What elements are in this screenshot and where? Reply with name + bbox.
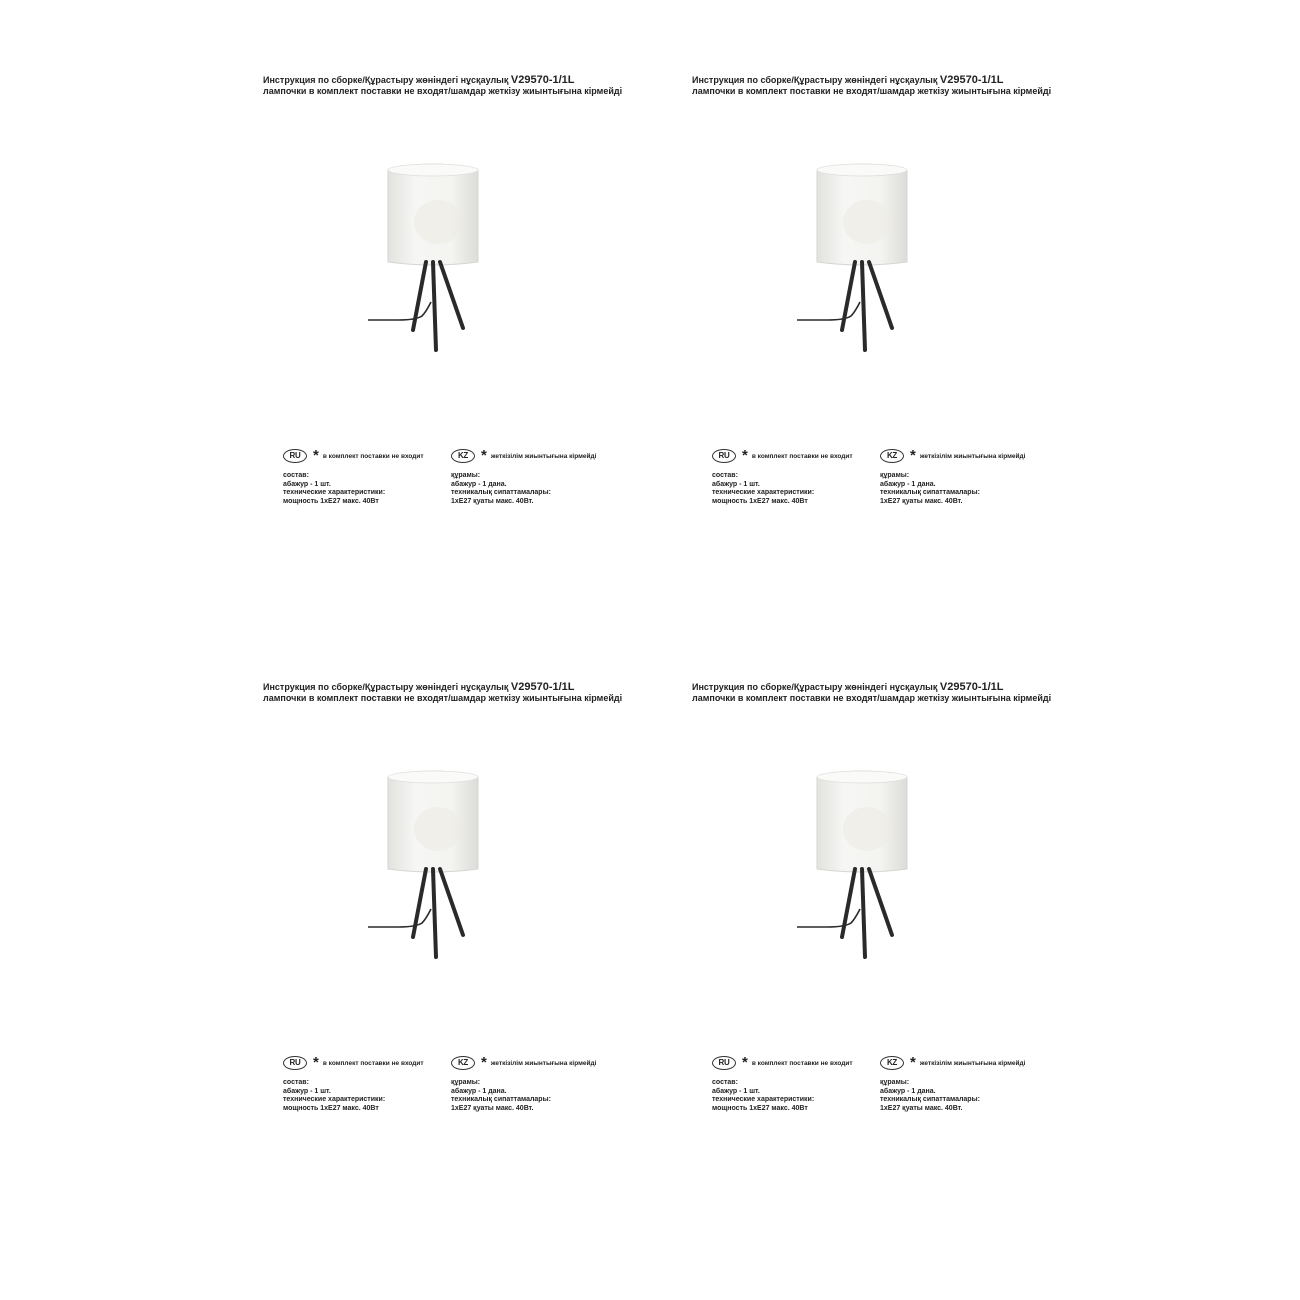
asterisk-icon: * [742,447,748,464]
specs-kz-tech-heading: техникалық сипаттамалары: [451,1096,551,1103]
legend-kz-text: жеткізілім жиынтығына кірмейді [919,452,1026,460]
legend-kz [451,1055,596,1071]
lamp-illustration [787,769,927,969]
specs-kz-item: абажур - 1 дана. [880,480,936,488]
header-subtitle: лампочки в комплект поставки не входят/шамдар жеткізу жиынтығына кірмейді [263,693,623,703]
ru-badge-icon: RU [283,1056,307,1070]
specs-kz [451,472,551,506]
instruction-card-1 [263,74,693,544]
legend-ru [712,448,853,464]
specs-kz-heading: құрамы: [880,472,910,479]
specs-ru [283,1079,385,1113]
header-title-text: Инструкция по сборке/Құрастыру жөніндегі нұсқаулық [692,75,938,85]
specs-ru-item: абажур - 1 шт. [712,480,760,488]
ru-badge-icon: RU [712,1056,736,1070]
asterisk-icon: * [313,447,319,464]
specs-ru [712,1079,814,1113]
legend-ru-text: в комплект поставки не входит [322,1059,424,1067]
header-subtitle: лампочки в комплект поставки не входят/шамдар жеткізу жиынтығына кірмейді [692,86,1052,96]
asterisk-icon: * [910,1054,916,1071]
model-number: V29570-1/1L [939,681,1004,693]
kz-badge-icon: KZ [880,449,904,463]
specs-ru-heading: состав: [712,1079,738,1086]
specs-ru-heading: состав: [283,1079,309,1086]
legend-kz [451,448,596,464]
specs-kz-tech-heading: техникалық сипаттамалары: [451,489,551,496]
card-header [692,74,1112,97]
card-header [692,681,1112,704]
instruction-card-4 [692,681,1122,1151]
specs-kz-item: абажур - 1 дана. [451,480,507,488]
specs-ru-item: абажур - 1 шт. [283,480,331,488]
lamp-illustration [787,162,927,362]
card-header [263,74,683,97]
lamp-illustration [358,769,498,969]
specs-ru [712,472,814,506]
lamp-illustration [358,162,498,362]
header-title [263,74,683,86]
specs-kz-item: абажур - 1 дана. [880,1087,936,1095]
specs-kz-tech-heading: техникалық сипаттамалары: [880,1096,980,1103]
legend [712,1055,1112,1071]
header-title [692,681,1112,693]
model-number: V29570-1/1L [510,681,575,693]
specs-ru-tech-heading: технические характеристики: [712,489,815,496]
header-title-text: Инструкция по сборке/Құрастыру жөніндегі нұсқаулық [263,682,509,692]
specs-kz-heading: құрамы: [880,1079,910,1086]
specs-ru-tech-heading: технические характеристики: [712,1096,815,1103]
legend-ru [283,1055,424,1071]
specs-ru-item: абажур - 1 шт. [712,1087,760,1095]
specs-kz-power: 1xE27 қуаты макс. 40Вт. [880,497,963,505]
model-number: V29570-1/1L [939,74,1004,86]
card-header [263,681,683,704]
specs-kz [451,1079,551,1113]
specs-ru-power: мощность 1xE27 макс. 40Вт [712,1104,808,1112]
specs-kz-heading: құрамы: [451,1079,481,1086]
legend [283,1055,683,1071]
specs-ru-power: мощность 1xE27 макс. 40Вт [283,1104,379,1112]
specs-kz-heading: құрамы: [451,472,481,479]
asterisk-icon: * [742,1054,748,1071]
specs-ru-tech-heading: технические характеристики: [283,489,386,496]
header-title-text: Инструкция по сборке/Құрастыру жөніндегі нұсқаулық [692,682,938,692]
kz-badge-icon: KZ [451,1056,475,1070]
legend-kz [880,448,1025,464]
legend-kz-text: жеткізілім жиынтығына кірмейді [490,452,597,460]
model-number: V29570-1/1L [510,74,575,86]
specs-kz-power: 1xE27 қуаты макс. 40Вт. [880,1104,963,1112]
instruction-card-2 [692,74,1122,544]
header-title [263,681,683,693]
specs-kz [880,1079,980,1113]
header-subtitle: лампочки в комплект поставки не входят/шамдар жеткізу жиынтығына кірмейді [263,86,623,96]
ru-badge-icon: RU [712,449,736,463]
specs-ru-tech-heading: технические характеристики: [283,1096,386,1103]
asterisk-icon: * [313,1054,319,1071]
instruction-card-3 [263,681,693,1151]
specs-kz [880,472,980,506]
header-title-text: Инструкция по сборке/Құрастыру жөніндегі нұсқаулық [263,75,509,85]
legend-ru-text: в комплект поставки не входит [322,452,424,460]
header-title [692,74,1112,86]
legend-kz-text: жеткізілім жиынтығына кірмейді [490,1059,597,1067]
header-subtitle: лампочки в комплект поставки не входят/шамдар жеткізу жиынтығына кірмейді [692,693,1052,703]
legend-ru-text: в комплект поставки не входит [751,452,853,460]
kz-badge-icon: KZ [880,1056,904,1070]
legend-ru [283,448,424,464]
specs-kz-tech-heading: техникалық сипаттамалары: [880,489,980,496]
specs-ru-item: абажур - 1 шт. [283,1087,331,1095]
ru-badge-icon: RU [283,449,307,463]
specs-ru-power: мощность 1xE27 макс. 40Вт [712,497,808,505]
specs-ru-heading: состав: [283,472,309,479]
kz-badge-icon: KZ [451,449,475,463]
legend-ru-text: в комплект поставки не входит [751,1059,853,1067]
legend-ru [712,1055,853,1071]
legend [283,448,683,464]
legend [712,448,1112,464]
asterisk-icon: * [481,1054,487,1071]
specs-kz-power: 1xE27 қуаты макс. 40Вт. [451,497,534,505]
asterisk-icon: * [481,447,487,464]
specs-ru-heading: состав: [712,472,738,479]
specs-kz-item: абажур - 1 дана. [451,1087,507,1095]
specs-kz-power: 1xE27 қуаты макс. 40Вт. [451,1104,534,1112]
asterisk-icon: * [910,447,916,464]
specs-ru [283,472,385,506]
legend-kz [880,1055,1025,1071]
specs-ru-power: мощность 1xE27 макс. 40Вт [283,497,379,505]
legend-kz-text: жеткізілім жиынтығына кірмейді [919,1059,1026,1067]
